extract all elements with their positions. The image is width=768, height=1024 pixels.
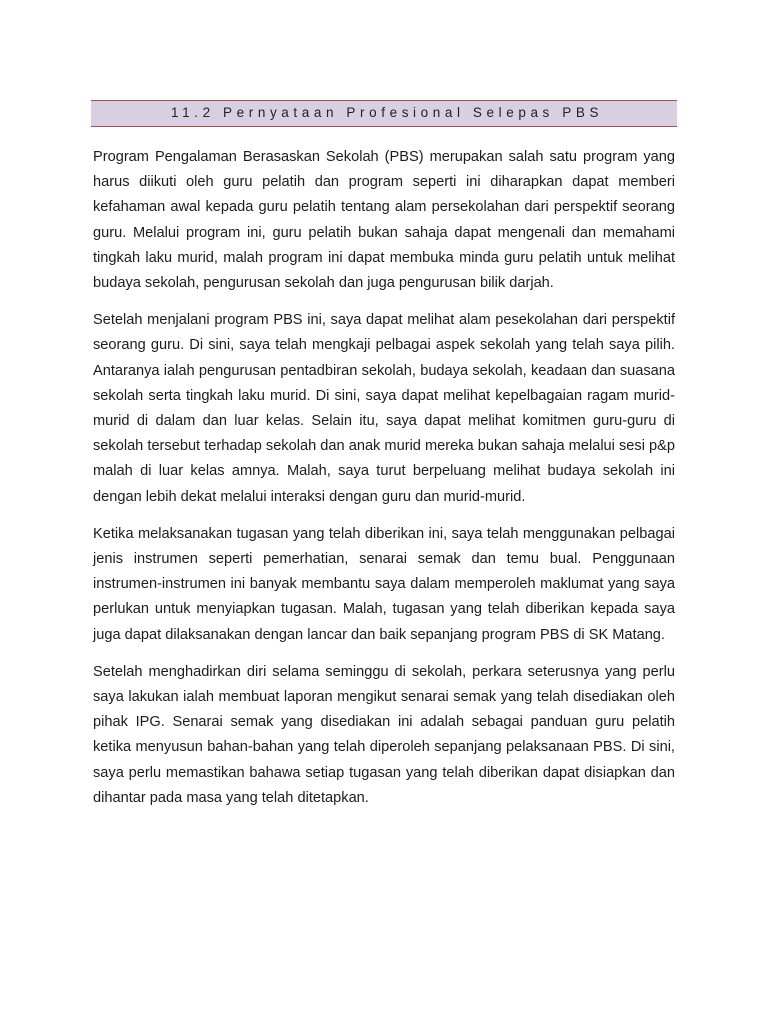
paragraph-3: Ketika melaksanakan tugasan yang telah diberikan ini, saya telah menggunakan pelbagai jenis instrumen seperti pemerhatian, senarai semak dan temu bual. Penggunaan instrumen-instrumen ini banyak membantu saya dalam memperoleh maklumat yang saya perlukan untuk menyiapkan tugasan. Malah, tugasan yang telah diberikan kepada saya juga dapat dilaksanakan dengan lancar dan baik sepanjang program PBS di SK Matang. (93, 525, 675, 643)
section-heading: 11.2 Pernyataan Profesional Selepas PBS (171, 105, 604, 120)
paragraph-2: Setelah menjalani program PBS ini, saya dapat melihat alam pesekolahan dari perspektif seorang guru. Di sini, saya telah mengkaji pelbagai aspek sekolah yang telah saya pilih. Antaranya ialah pengurusan pentadbiran sekolah, budaya sekolah, keadaan dan suasana sekolah serta tingkah laku murid. Di sini, saya dapat melihat kepelbagaian ragam murid-murid di dalam dan luar kelas. Selain itu, saya dapat melihat komitmen guru-guru di sekolah tersebut terhadap sekolah dan anak murid mereka bukan sahaja melalui sesi p&p malah di luar kelas amnya. Malah, saya turut berpeluang melihat budaya sekolah ini dengan lebih dekat melalui interaksi dengan guru dan murid-murid. (93, 312, 675, 505)
body-text (93, 145, 675, 823)
section-heading-bar (91, 100, 677, 127)
paragraph-4: Setelah menghadirkan diri selama seminggu di sekolah, perkara seterusnya yang perlu saya lakukan ialah membuat laporan mengikut senarai semak yang telah disediakan oleh pihak IPG. Senarai semak yang disediakan ini adalah sebagai panduan guru pelatih ketika menyusun bahan-bahan yang telah diperoleh sepanjang pelaksanaan PBS. Di sini, saya perlu memastikan bahawa setiap tugasan yang telah diberikan dapat disiapkan dan dihantar pada masa yang telah ditetapkan. (93, 663, 675, 806)
paragraph-1: Program Pengalaman Berasaskan Sekolah (PBS) merupakan salah satu program yang harus diikuti oleh guru pelatih dan program seperti ini diharapkan dapat memberi kefahaman awal kepada guru pelatih tentang alam persekolahan dari perspektif seorang guru. Melalui program ini, guru pelatih bukan sahaja dapat mengenali dan memahami tingkah laku murid, malah program ini dapat membuka minda guru pelatih untuk melihat budaya sekolah, pengurusan sekolah dan juga pengurusan bilik darjah. (93, 149, 675, 292)
